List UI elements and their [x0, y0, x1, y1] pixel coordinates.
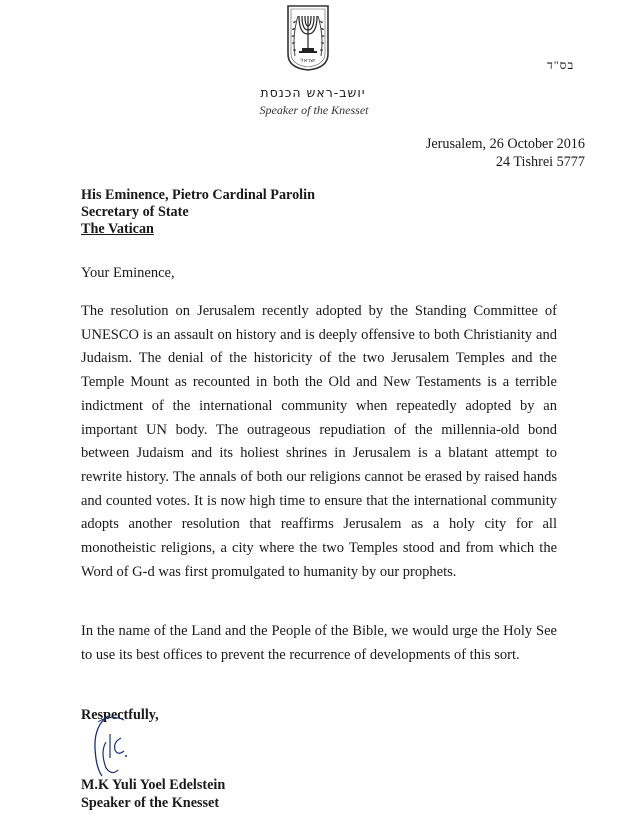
salutation: Your Eminence,: [81, 265, 175, 281]
emblem-lettering: ישראל: [300, 58, 316, 64]
recipient-name: His Eminence, Pietro Cardinal Parolin: [81, 187, 315, 203]
bsd-mark: בס"ד: [547, 58, 575, 72]
hebrew-date: 24 Tishrei 5777: [495, 154, 585, 170]
signatory-name: M.K Yuli Yoel Edelstein: [81, 777, 226, 793]
body-paragraph-1: The resolution on Jerusalem recently adopted by the Standing Committee of UNESCO is an assault on history and is deeply offensive to both Christianity and Judaism. The denial of the historicity of the two Jerusalem Temples and the Temple Mount as recounted in both the Old and New Testaments is a terrible indictment of the international community when repeatedly adopted by an important UN body. The outrageous repudiation of the millennia-old bond between Judaism and its holiest shrines in Jerusalem is a blatant attempt to rewrite history. The annals of both our religions cannot be erased by raised hands and counted votes. It is now high time to ensure that the international community adopts another resolution that reaffirms Jerusalem as a holy city for all monotheistic religions, a city where the two Temples stood and from which the Word of G-d was first promulgated to humanity by our prophets.: [81, 303, 557, 580]
handwritten-signature: [80, 712, 140, 782]
hebrew-letterhead-title: יושב-ראש הכנסת: [260, 85, 366, 100]
closing: Respectfully,: [81, 707, 159, 723]
english-letterhead-title: Speaker of the Knesset: [259, 103, 369, 117]
signatory-title: Speaker of the Knesset: [81, 795, 220, 811]
body-paragraph-2: In the name of the Land and the People of the Bible, we would urge the Holy See to use its best offices to prevent the recurrence of developments of this sort.: [81, 623, 557, 663]
recipient-location: The Vatican: [81, 221, 154, 237]
recipient-position: Secretary of State: [81, 204, 189, 220]
gregorian-date: Jerusalem, 26 October 2016: [425, 136, 585, 152]
state-emblem-icon: [286, 4, 330, 72]
